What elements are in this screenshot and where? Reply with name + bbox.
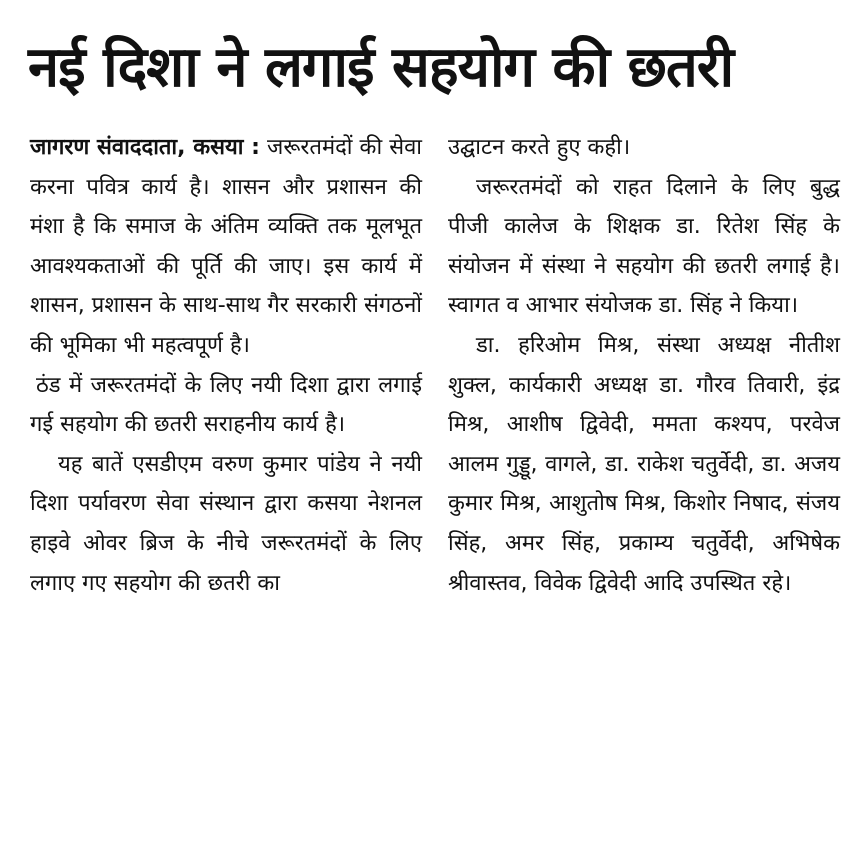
- paragraph-intro-text: जरूरतमंदों की सेवा करना पवित्र कार्य है। शासन और प्रशासन की मंशा है कि समाज के अंतिम व्यक्ति तक मूलभूत आवश्यकताओं की पूर्ति की जाए। इस कार्य में शासन, प्रशासन के साथ-साथ गैर सरकारी संगठनों की भूमिका भी महत्वपूर्ण है।: [30, 135, 423, 358]
- left-column: [30, 128, 422, 603]
- paragraph-organizer: जरूरतमंदों को राहत दिलाने के लिए बुद्ध पीजी कालेज के शिक्षक डा. रितेश सिंह के संयोजन में संस्था ने सहयोग की छतरी लगाई है। स्वागत व आभार संयोजक डा. सिंह ने किया।: [448, 174, 840, 319]
- paragraph-intro: [30, 128, 422, 366]
- paragraph-attendees: डा. हरिओम मिश्र, संस्था अध्यक्ष नीतीश शुक्ल, कार्यकारी अध्यक्ष डा. गौरव तिवारी, इंद्र मिश्र, आशीष द्विवेदी, ममता कश्यप, परवेज आलम गुड्डू, वागले, डा. राकेश चतुर्वेदी, डा. अजय कुमार मिश्र, आशुतोष मिश्र, किशोर निषाद, संजय सिंह, अमर सिंह, प्रकाम्य चतुर्वेदी, अभिषेक श्रीवास्तव, विवेक द्विवेदी आदि उपस्थित रहे।: [448, 332, 840, 596]
- headline: नई दिशा ने लगाई सहयोग की छतरी: [28, 35, 734, 100]
- paragraph-inauguration: उद्घाटन करते हुए कही।: [448, 135, 631, 160]
- byline: जागरण संवाददाता, कसया :: [30, 135, 260, 160]
- paragraph-sdm: यह बातें एसडीएम वरुण कुमार पांडेय ने नयी दिशा पर्यावरण सेवा संस्थान द्वारा कसया नेशनल हाइवे ओवर ब्रिज के नीचे जरूरतमंदों के लिए लगाए गए सहयोग की छतरी का: [30, 451, 422, 596]
- paragraph-thand: ठंड में जरूरतमंदों के लिए नयी दिशा द्वारा लगाई गई सहयोग की छतरी सराहनीय कार्य है।: [30, 372, 422, 438]
- right-column: [448, 128, 840, 603]
